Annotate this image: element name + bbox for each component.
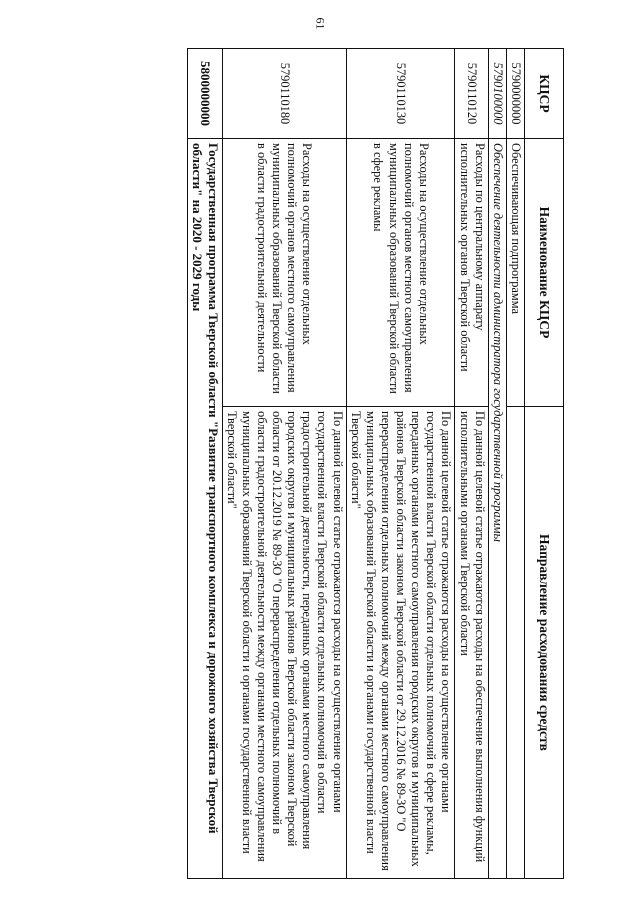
- row-code: 5800000000: [187, 49, 222, 139]
- row-code: 5790110130: [346, 49, 455, 139]
- row-direction: По данной целевой статье отражаются расходы на осуществление органами государственной власти Тверской области отдельных полномочий в сфере рекламы, переданных органами местного самоуправления городских округов и муниципальных районов Тверской области законом Тверской области от 29.12.2016 № 89-ЗО "О перераспределении отдельных полномочий между органами местного самоуправления муниципальных образований Тверской области и органами государственной власти Тверской области": [346, 407, 455, 879]
- table-row: [346, 49, 455, 879]
- budget-classification-table: [187, 48, 564, 879]
- row-code: 5790100000: [488, 49, 506, 139]
- row-name: Расходы по центральному аппарату исполнительных органов Тверской области: [455, 139, 488, 407]
- row-name: Обеспечивающая подпрограмма: [506, 139, 524, 407]
- row-code: 5790110180: [222, 49, 346, 139]
- table-row: [187, 49, 222, 879]
- table-row: [455, 49, 488, 879]
- document-page: [94, 48, 564, 878]
- row-direction: По данной целевой статье отражаются расходы на осуществление органами государственной власти Тверской области отдельных полномочий в области градостроительной деятельности, переданных органами местного самоуправления городских округов и муниципальных районов Тверской области законом Тверской области от 20.12.2019 № 89-ЗО "О перераспределении отдельных полномочий в области градостроительной деятельности между органами местного самоуправления муниципальных образований Тверской области и органами государственной власти Тверской области": [222, 407, 346, 879]
- table-header-row: [525, 49, 564, 879]
- row-name: Расходы на осуществление отдельных полномочий органов местного самоуправления муниципальных образований Тверской области в сфере рекламы: [346, 139, 455, 407]
- rotated-table-container: [94, 48, 564, 878]
- row-name: Обеспечение деятельности администратора государственной программы: [488, 139, 506, 879]
- header-name: Наименование КЦСР: [525, 139, 564, 407]
- row-direction: [506, 407, 524, 879]
- page-number: 61: [313, 17, 328, 30]
- row-direction: По данной целевой статье отражаются расходы на обеспечение выполнения функций исполнительными органами Тверской области: [455, 407, 488, 879]
- header-direction: Направление расходования средств: [525, 407, 564, 879]
- row-code: 5790110120: [455, 49, 488, 139]
- row-name: Расходы на осуществление отдельных полномочий органов местного самоуправления муниципальных образований Тверской области в области градостроительной деятельности: [222, 139, 346, 407]
- table-row: [488, 49, 506, 879]
- header-code: КЦСР: [525, 49, 564, 139]
- table-row: [506, 49, 524, 879]
- row-code: 5790000000: [506, 49, 524, 139]
- table-row: [222, 49, 346, 879]
- row-name: Государственная программа Тверской области "Развитие транспортного комплекса и дорожного хозяйства Тверской области" на 2020 - 2029 годы: [187, 139, 222, 879]
